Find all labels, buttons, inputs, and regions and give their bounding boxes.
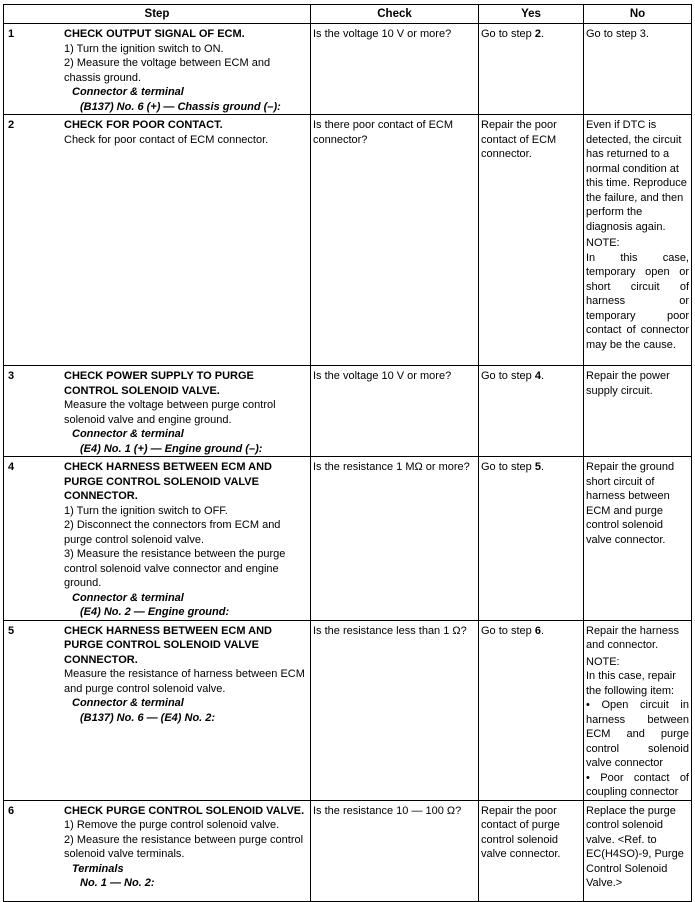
step-line: 1) Turn the ignition switch to ON. [64, 42, 224, 55]
diagnostic-table-sheet [3, 4, 692, 902]
step-line: 1) Turn the ignition switch to OFF. [64, 504, 228, 517]
yes-step-link[interactable]: 5 [534, 461, 541, 473]
header-step: Step [4, 5, 311, 24]
step-line: 1) Remove the purge control solenoid valve. [64, 819, 280, 831]
step-title: CHECK PURGE CONTROL SOLENOID VALVE. [64, 804, 305, 817]
note-label: NOTE: [586, 237, 620, 249]
yes-suffix: . [540, 624, 544, 637]
no-cell: Repair the ground short circuit of harness between ECM and purge control solenoid valve connector. [584, 457, 692, 621]
note-bullet: • Open circuit in harness between ECM and purge control solenoid valve connector [586, 699, 689, 769]
step-number: 1 [8, 28, 15, 40]
check-cell: Is the voltage 10 V or more? [311, 366, 479, 457]
yes-cell [479, 620, 584, 800]
connector-value: (E4) No. 1 (+) — Engine ground (–): [80, 442, 263, 455]
step-number: 4 [8, 461, 15, 473]
table-header-row [4, 5, 692, 24]
connector-label: Terminals [72, 862, 124, 875]
step-cell [4, 620, 311, 800]
step-cell [4, 457, 311, 621]
table-row [4, 366, 692, 457]
connector-label: Connector & terminal [72, 86, 184, 98]
step-title: CHECK HARNESS BETWEEN ECM AND PURGE CONTROL SOLENOID VALVE CONNECTOR. [64, 461, 272, 502]
yes-cell [479, 24, 584, 115]
check-cell: Is the voltage 10 V or more? [311, 24, 479, 115]
step-line: Measure the resistance of harness between ECM and purge control solenoid valve. [64, 668, 305, 695]
connector-value: (B137) No. 6 — (E4) No. 2: [80, 711, 216, 724]
note-text: In this case, temporary open or short circuit of harness or temporary poor contact of connector may be the cause. [586, 251, 689, 351]
check-cell: Is the resistance less than 1 Ω? [311, 620, 479, 800]
step-cell [4, 366, 311, 457]
connector-value: No. 1 — No. 2: [80, 877, 155, 889]
no-text: Even if DTC is detected, the circuit has returned to a normal condition at this time. Reproduce the failure, and then perform the diagnosis again. [586, 119, 687, 233]
step-cell [4, 800, 311, 901]
step-line: Measure the voltage between purge control solenoid valve and engine ground. [64, 399, 276, 426]
check-cell: Is the resistance 1 MΩ or more? [311, 457, 479, 621]
check-cell: Is the resistance 10 — 100 Ω? [311, 800, 479, 901]
table-row [4, 800, 692, 901]
header-no: No [584, 5, 692, 24]
yes-step-link[interactable]: 2 [534, 28, 541, 40]
yes-prefix: Go to step [481, 461, 535, 473]
step-line: 2) Disconnect the connectors from ECM and purge control solenoid valve. [64, 519, 281, 546]
step-title: CHECK HARNESS BETWEEN ECM AND PURGE CONTROL SOLENOID VALVE CONNECTOR. [64, 624, 272, 666]
step-number: 3 [8, 370, 15, 382]
yes-prefix: Go to step [481, 624, 535, 637]
note-label: NOTE: [586, 655, 620, 668]
note-text: In this case, repair the following item: [586, 670, 676, 697]
step-title: CHECK OUTPUT SIGNAL OF ECM. [64, 28, 245, 40]
header-check: Check [311, 5, 479, 24]
step-line: 3) Measure the resistance between the purge control solenoid valve connector and engine ground. [64, 548, 286, 589]
no-cell [584, 115, 692, 366]
note-bullet: • Poor contact of coupling connector [586, 771, 689, 798]
no-cell: Go to step 3. [584, 24, 692, 115]
connector-label: Connector & terminal [72, 428, 184, 440]
check-cell: Is there poor contact of ECM connector? [311, 115, 479, 366]
no-text: Repair the harness and connector. [586, 624, 679, 651]
yes-suffix: . [540, 28, 544, 40]
yes-cell [479, 366, 584, 457]
no-cell: Replace the purge control solenoid valve. <Ref. to EC(H4SO)-9, Purge Control Solenoid Valve.> [584, 800, 692, 901]
step-cell [4, 24, 311, 115]
yes-cell [479, 457, 584, 621]
connector-value: (E4) No. 2 — Engine ground: [80, 606, 230, 618]
step-line: 2) Measure the voltage between ECM and chassis ground. [64, 57, 271, 84]
table-row [4, 620, 692, 800]
header-yes: Yes [479, 5, 584, 24]
yes-step-link[interactable]: 6 [534, 624, 541, 637]
step-number: 6 [8, 804, 15, 817]
table-row [4, 115, 692, 366]
yes-prefix: Go to step [481, 28, 535, 40]
no-cell [584, 620, 692, 800]
step-number: 5 [8, 624, 15, 637]
table-row [4, 457, 692, 621]
connector-label: Connector & terminal [72, 591, 184, 604]
step-cell [4, 115, 311, 366]
table-row [4, 24, 692, 115]
yes-cell: Repair the poor contact of purge control solenoid valve connector. [479, 800, 584, 901]
yes-step-link[interactable]: 4 [534, 370, 541, 382]
connector-label: Connector & terminal [72, 697, 184, 709]
connector-value: (B137) No. 6 (+) — Chassis ground (–): [80, 100, 281, 113]
step-title: CHECK FOR POOR CONTACT. [64, 119, 223, 131]
yes-cell: Repair the poor contact of ECM connector. [479, 115, 584, 366]
step-line: 2) Measure the resistance between purge control solenoid valve terminals. [64, 833, 304, 860]
step-line: Check for poor contact of ECM connector. [64, 133, 269, 146]
yes-suffix: . [540, 461, 544, 473]
step-title: CHECK POWER SUPPLY TO PURGE CONTROL SOLENOID VALVE. [64, 370, 254, 397]
yes-prefix: Go to step [481, 370, 535, 382]
no-cell: Repair the power supply circuit. [584, 366, 692, 457]
diagnostic-table [3, 4, 692, 902]
yes-suffix: . [540, 370, 544, 382]
step-number: 2 [8, 119, 15, 131]
